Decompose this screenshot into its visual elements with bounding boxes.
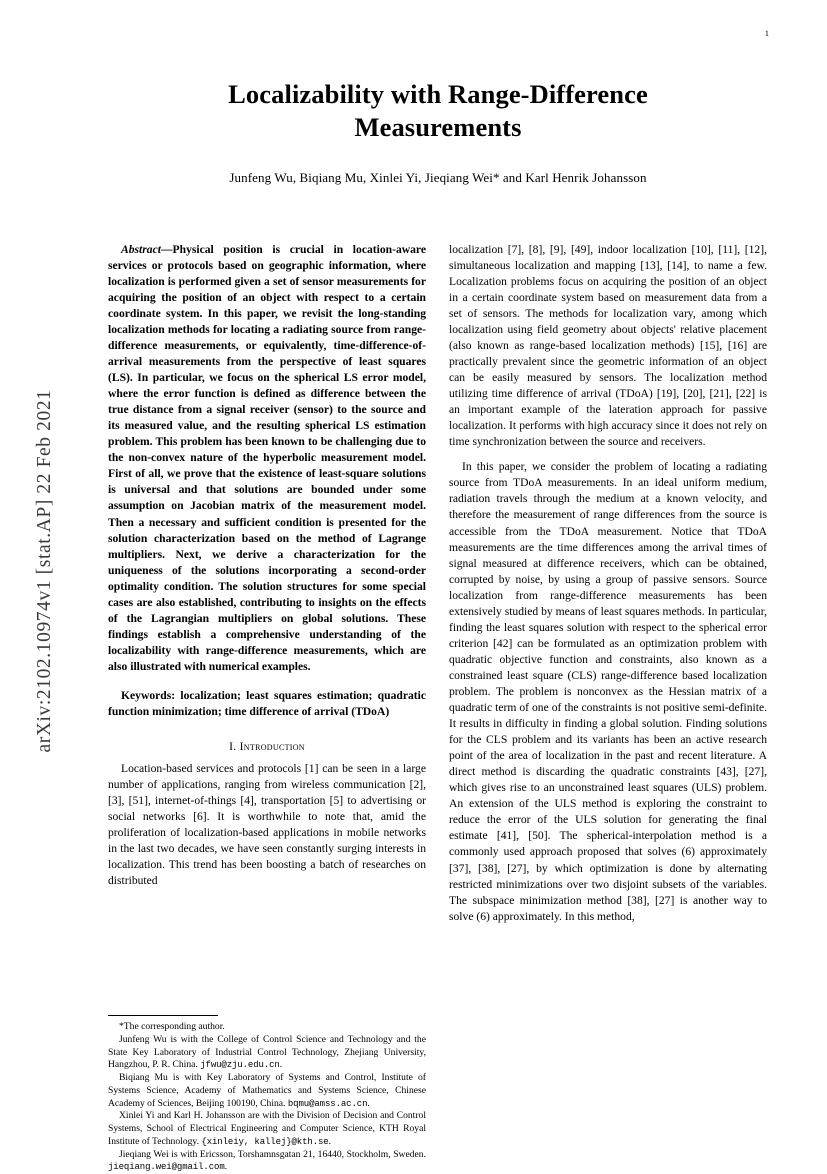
keywords-text: localization; least squares estimation; quadratic function minimization; time difference of arrival (TDoA) (108, 688, 426, 719)
two-column-body (108, 242, 768, 1174)
footnote-period-1: . (279, 1059, 283, 1071)
right-column (449, 242, 767, 1174)
page-title: Localizability with Range-Difference Measurements (228, 79, 648, 142)
footnote-email-3[interactable]: {xinleiy, kallej}@kth.se (201, 1136, 329, 1147)
footnote-affiliation-4 (108, 1149, 426, 1174)
arxiv-identifier-stamp: arXiv:2102.10974v1 [stat.AP] 22 Feb 2021 (34, 389, 55, 753)
footnote-affiliation-3-text: Xinlei Yi and Karl H. Johansson are with the Division of Decision and Control Systems, School of Electrical Engineering and Computer Science, KTH Royal Institute of Technology. (108, 1110, 426, 1147)
footnote-period-3: . (328, 1135, 332, 1147)
author-list: Junfeng Wu, Biqiang Mu, Xinlei Yi, Jieqiang Wei* and Karl Henrik Johansson (229, 169, 647, 185)
footnote-block (108, 1015, 426, 1174)
left-column (108, 242, 426, 1174)
footnote-period-2: . (367, 1097, 370, 1109)
abstract-paragraph (108, 242, 426, 675)
abstract-text: Physical position is crucial in location-aware services or protocols based on geographic information, where localization is performed given a set of sensor measurements for acquiring the position of an object with respect to a certain coordinate system. In this paper, we revisit the long-standing localization methods for locating a radiating source from range-difference measurements, or equivalently, time-difference-of-arrival measurements from the perspective of least squares (LS). In particular, we focus on the spherical LS error model, where the error function is defined as difference between the true distance from a signal receiver (sensor) to the source and its measured value, and the resulting spherical LS estimation problem. This problem has been known to be challenging due to the non-convex nature of the hyperbolic measurement model. First of all, we prove that the existence of least-square solutions is universal and that solutions are bounded under some assumption on Jacobian matrix of the measurement model. Then a necessary and sufficient condition is presented for the solution characterization based on the method of Lagrange multipliers. Next, we derive a characterization for the uniqueness of the solutions incorporating a second-order optimality condition. The solution structures for some special cases are also established, contributing to insights on the effects of the Lagrangian multipliers on global solutions. These findings establish a comprehensive understanding of the localizability with range-difference measurements, which are also illustrated with numerical examples. (108, 242, 426, 673)
footnote-email-2[interactable]: bqmu@amss.ac.cn (287, 1098, 368, 1109)
section-heading-introduction: I. Introduction (229, 740, 305, 754)
footnote-affiliation-1 (108, 1034, 426, 1072)
footnote-affiliation-3 (108, 1110, 426, 1148)
footnote-period-4: . (224, 1161, 228, 1173)
footnote-email-4[interactable]: jieqiang.wei@gmail.com (108, 1162, 225, 1173)
right-column-inner (449, 242, 767, 925)
page-number: 1 (764, 28, 769, 38)
footnote-affiliation-4-text: Jieqiang Wei is with Ericsson, Torshamnsgatan 21, 16440, Stockholm, Sweden. (119, 1148, 426, 1160)
abstract-label: Abstract— (121, 242, 173, 256)
footnote-corresponding-author: *The corresponding author. (119, 1021, 225, 1033)
keywords-paragraph (108, 688, 426, 720)
footnote-email-1[interactable]: jfwu@zju.edu.cn (200, 1060, 280, 1071)
intro-paragraph-1: Location-based services and protocols [1] can be seen in a large number of applications, ranging from wireless communication [2], [3], [51], internet-of-things [4], transportation [5] to advertising or social networks [6]. It is worthwhile to note that, amid the proliferation of localization-based applications in mobile networks in the last two decades, we have seen constantly surging interests in localization. This trend has been boosting a batch of researches on distributed (108, 762, 426, 888)
footnote-affiliation-2 (108, 1072, 426, 1110)
intro-paragraph-3: In this paper, we consider the problem of locating a radiating source from TDoA measurements. In an ideal uniform medium, radiation travels through the medium at a known velocity, and therefore the measurement of range differences from the source is accessible from the TDoA measurement. Notice that TDoA measurements are the time differences among the arrival times of signal measured at difference receivers, which can be obtained, corrupted by noise, by using a group of passive sensors. Source localization from range-difference measurements has been extensively studied by means of least squares methods. In particular, finding the least squares solution with respect to the spherical error criterion [42] can be formulated as an optimization problem with quadratic objective function and constraints, also known as a constrained least square (CLS) range-difference based localization problem. The problem is nonconvex as the Hessian matrix of a quadratic term of one of the constraints is not positive semi-definite. It results in difficulty in finding a global solution. Finding solutions for the CLS problem and its variants has been an active research point of the area of localization in the past and recent literature. A direct method is discarding the quadratic constraints [43], [27], which gives rise to an unconstrained least squares (ULS) problem. An extension of the ULS method is exploring the constraint to reduce the error of the ULS solution for generating the final estimate [41], [50]. The spherical-interpolation method is a commonly used approach proposed that solves (6) approximately [37], [38], [27], by which optimization is done by alternating restricted minimizations over two disjoint subsets of the variables. The subspace minimization method [38], [27] is another way to solve (6) approximately. In this method, (449, 460, 767, 923)
footnote-affiliation-2-text: Biqiang Mu is with Key Laboratory of Systems and Control, Institute of Systems Science, Academy of Mathematics and Systems Science, Chinese Academy of Sciences, Beijing 100190, China. (108, 1072, 426, 1109)
paper-content (108, 60, 768, 1174)
footnote-affiliation-1-text: Junfeng Wu is with the College of Control Science and Technology and the State Key Laboratory of Industrial Control Technology, Zhejiang University, Hangzhou, P. R. China. (108, 1034, 426, 1071)
keywords-label: Keywords: (121, 688, 176, 702)
footnote-rule (108, 1015, 218, 1016)
intro-paragraph-2: localization [7], [8], [9], [49], indoor localization [10], [11], [12], simultaneous localization and mapping [13], [14], to name a few. Localization problems focus on acquiring the position of an object in a certain coordinate system based on measurement data from a set of sensors. The methods for localization vary, among which localization using field geometry about objects' relative placement (also known as range-based localization methods) [15], [16] are practically prevalent since the geometric information of an object can be easily measured by sensors. The localization method utilizing time difference of arrival (TDoA) [19], [20], [21], [22] is an important example of the lateration approach for passive localization. It performs with high accuracy since it does not rely on time synchronization between the source and receivers. (449, 242, 767, 449)
